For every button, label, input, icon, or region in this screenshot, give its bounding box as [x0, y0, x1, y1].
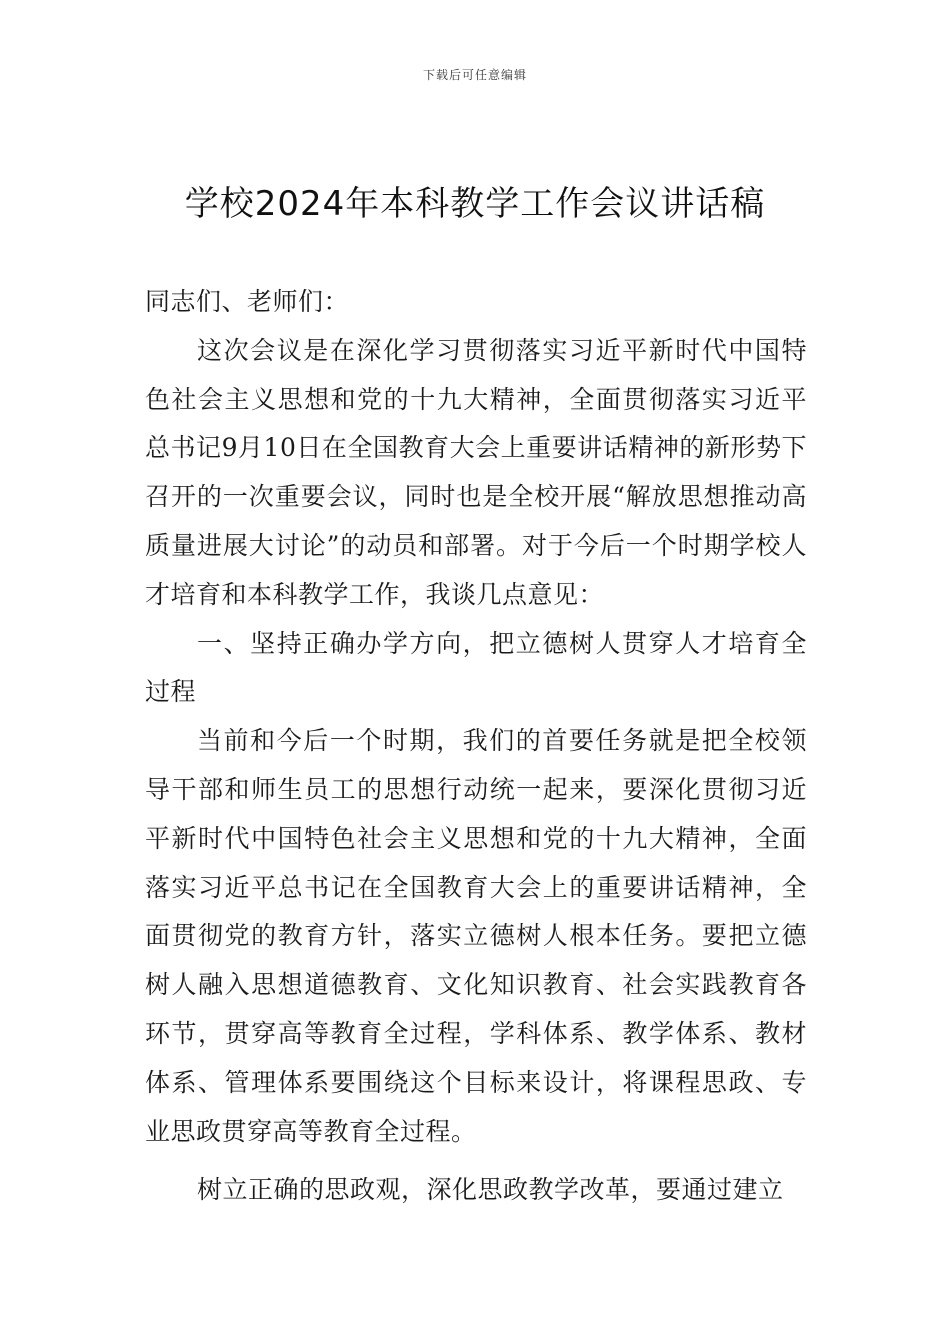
paragraph-section-1: 当前和今后一个时期，我们的首要任务就是把全校领导干部和师生员工的思想行动统一起来，要深化贯彻习近平新时代中国特色社会主义思想和党的十九大精神，全面落实习近平总书记在全国教育大会上的重要讲话精神，全面贯彻党的教育方针，落实立德树人根本任务。要把立德树人融入思想道德教育、文化知识教育、社会实践教育各环节，贯穿高等教育全过程，学科体系、教学体系、教材体系、管理体系要围绕这个目标来设计，将课程思政、专业思政贯穿高等教育全过程。: [145, 726, 807, 1146]
document-body: [145, 278, 807, 1215]
document-title: 学校2024年本科教学工作会议讲话稿: [184, 184, 766, 224]
paragraph-intro: 这次会议是在深化学习贯彻落实习近平新时代中国特色社会主义思想和党的十九大精神，全面贯彻落实习近平总书记9月10日在全国教育大会上重要讲话精神的新形势下召开的一次重要会议，同时也是全校开展“解放思想推动高质量进展大讨论”的动员和部署。对于今后一个时期学校人才培育和本科教学工作，我谈几点意见：: [145, 335, 807, 609]
section-heading-1: 一、坚持正确办学方向，把立德树人贯穿人才培育全过程: [145, 628, 807, 707]
header-note: 下载后可任意编辑: [422, 68, 527, 82]
salutation: 同志们、老师们：: [145, 287, 350, 316]
paragraph-continued: 树立正确的思政观，深化思政教学改革，要通过建立: [197, 1175, 784, 1205]
